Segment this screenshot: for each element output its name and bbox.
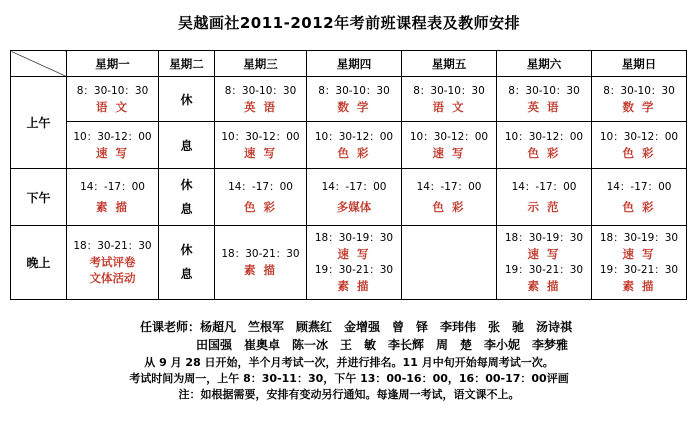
time-text: 8：30-10：30 — [76, 85, 149, 98]
schedule-cell — [402, 77, 497, 122]
time-text: 8：30-10：30 — [603, 85, 675, 98]
time-text: 8：30-10：30 — [318, 85, 390, 98]
time-text: 19：30-21：30 — [504, 264, 584, 277]
table-row — [11, 169, 687, 225]
day-header: 星期日 — [592, 51, 687, 77]
time-text: 14：-17：00 — [228, 181, 293, 194]
rest-cell — [159, 122, 215, 169]
day-header: 星期一 — [67, 51, 159, 77]
subject-text: 速 写 — [243, 146, 277, 161]
time-text: 19：30-21：30 — [599, 264, 679, 277]
day-header: 星期五 — [402, 51, 497, 77]
time-text: 18：30-19：30 — [314, 232, 394, 245]
subject-text: 语 文 — [95, 100, 129, 115]
teacher-names: 田国强 崔奥卓 陈一冰 王 敏 李长辉 周 楚 李小妮 李梦雅 — [196, 338, 569, 352]
schedule-cell — [215, 77, 307, 122]
time-text: 18：30-21：30 — [221, 248, 300, 261]
table-row — [11, 122, 687, 169]
schedule-cell — [497, 225, 592, 299]
day-header: 星期四 — [307, 51, 402, 77]
corner-cell — [11, 51, 67, 77]
note-line: 考试时间为周一，上午 8：30-11：30，下午 13：00-16：00，16：00-17：00评画 — [129, 372, 569, 385]
subject-text: 文体活动 — [89, 271, 136, 286]
day-header: 星期二 — [159, 51, 215, 77]
table-row — [11, 225, 687, 299]
teacher-label: 任课老师： — [140, 320, 201, 334]
subject-text: 速 写 — [337, 247, 371, 262]
time-text: 10：30-12：00 — [314, 131, 394, 144]
teacher-list — [140, 318, 572, 354]
time-text: 14：-17：00 — [80, 181, 145, 194]
period-label: 上午 — [11, 77, 67, 169]
time-text: 18：30-19：30 — [504, 232, 584, 245]
subject-text: 数 学 — [337, 100, 371, 115]
page-title: 吴越画社2011-2012年考前班课程表及教师安排 — [177, 14, 521, 32]
teacher-names: 杨超凡 竺根军 顾燕红 金增强 曾 铎 李玮伟 张 驰 汤诗祺 — [200, 320, 573, 334]
subject-text: 色 彩 — [432, 200, 466, 215]
schedule-cell — [215, 169, 307, 225]
note-line: 注：如根据需要，安排有变动另行通知。每逢周一考试，语文课不上。 — [178, 388, 520, 401]
subject-text: 素 描 — [527, 279, 561, 294]
time-text: 8：30-10：30 — [413, 85, 485, 98]
subject-text: 色 彩 — [337, 146, 371, 161]
time-text: 18：30-21：30 — [73, 240, 152, 253]
subject-text: 素 描 — [622, 279, 656, 294]
day-header: 星期三 — [215, 51, 307, 77]
empty-cell — [402, 225, 497, 299]
schedule-cell — [307, 169, 402, 225]
schedule-cell — [497, 122, 592, 169]
subject-text: 速 写 — [622, 247, 656, 262]
rest-cell — [159, 77, 215, 122]
schedule-cell — [592, 225, 687, 299]
table-row — [11, 77, 687, 122]
schedule-cell — [67, 77, 159, 122]
subject-text: 色 彩 — [527, 146, 561, 161]
time-text: 10：30-12：00 — [599, 131, 679, 144]
subject-text: 色 彩 — [243, 200, 277, 215]
time-text: 10：30-12：00 — [409, 131, 489, 144]
subject-text: 速 写 — [95, 146, 129, 161]
time-text: 10：30-12：00 — [504, 131, 584, 144]
subject-text: 色 彩 — [622, 146, 656, 161]
rest-text: 息 — [180, 267, 193, 282]
time-text: 14：-17：00 — [321, 181, 387, 194]
time-text: 18：30-19：30 — [599, 232, 679, 245]
time-text: 14：-17：00 — [416, 181, 482, 194]
notes-block — [0, 355, 698, 403]
schedule-cell — [67, 122, 159, 169]
schedule-cell — [67, 225, 159, 299]
subject-text: 素 描 — [337, 279, 371, 294]
subject-text: 速 写 — [527, 247, 561, 262]
subject-text: 素 描 — [243, 263, 277, 278]
schedule-cell — [402, 169, 497, 225]
subject-text: 英 语 — [527, 100, 561, 115]
subject-text: 速 写 — [432, 146, 466, 161]
subject-text: 考试评卷 — [89, 255, 136, 270]
time-text: 19：30-21：30 — [314, 264, 394, 277]
schedule-cell — [497, 77, 592, 122]
schedule-cell — [307, 122, 402, 169]
schedule-cell — [307, 225, 402, 299]
period-label: 晚上 — [11, 225, 67, 299]
schedule-cell — [592, 169, 687, 225]
rest-text: 息 — [180, 138, 193, 153]
schedule-table — [10, 50, 687, 300]
subject-text: 英 语 — [243, 100, 277, 115]
time-text: 14：-17：00 — [606, 181, 672, 194]
time-text: 8：30-10：30 — [224, 85, 297, 98]
subject-text: 示 范 — [527, 200, 561, 215]
time-text: 10：30-12：00 — [221, 131, 300, 144]
schedule-cell — [67, 169, 159, 225]
time-text: 8：30-10：30 — [508, 85, 580, 98]
note-line: 从 9 月 28 日开始，半个月考试一次，并进行排名。11 月中旬开始每周考试一次。 — [144, 356, 554, 369]
rest-cell — [159, 169, 215, 225]
rest-text: 休 — [180, 178, 193, 193]
subject-text: 语 文 — [432, 100, 466, 115]
schedule-cell — [215, 122, 307, 169]
subject-text: 色 彩 — [622, 200, 656, 215]
rest-text: 息 — [180, 202, 193, 217]
day-header: 星期六 — [497, 51, 592, 77]
time-text: 10：30-12：00 — [73, 131, 152, 144]
rest-cell — [159, 225, 215, 299]
rest-text: 休 — [180, 243, 193, 258]
schedule-cell — [592, 122, 687, 169]
rest-text: 休 — [180, 92, 193, 107]
teacher-row — [140, 336, 572, 354]
time-text: 14：-17：00 — [511, 181, 577, 194]
subject-text: 素 描 — [95, 200, 129, 215]
period-label: 下午 — [11, 169, 67, 225]
schedule-cell — [592, 77, 687, 122]
subject-text: 数 学 — [622, 100, 656, 115]
teacher-row — [140, 318, 572, 336]
schedule-cell — [497, 169, 592, 225]
schedule-cell — [402, 122, 497, 169]
header-row — [11, 51, 687, 77]
schedule-cell — [307, 77, 402, 122]
subject-text: 多媒体 — [336, 200, 372, 215]
schedule-cell — [215, 225, 307, 299]
